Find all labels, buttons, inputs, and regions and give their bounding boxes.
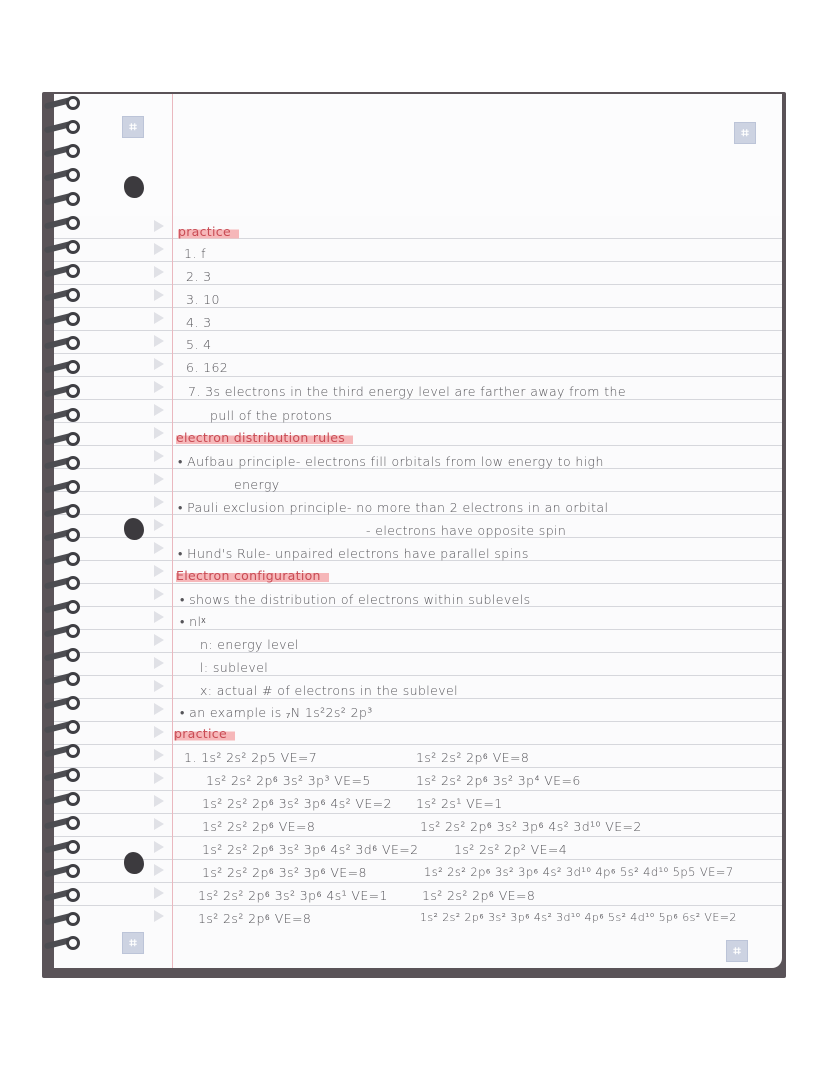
heading-electron-configuration: Electron configuration bbox=[176, 568, 329, 583]
answer-3: 3. 10 bbox=[186, 292, 220, 307]
margin-triangle-icon bbox=[154, 312, 164, 324]
punch-hole-icon bbox=[124, 518, 144, 540]
margin-triangle-icon bbox=[154, 818, 164, 830]
margin-triangle-icon bbox=[154, 703, 164, 715]
punch-hole-icon bbox=[124, 852, 144, 874]
margin-triangle-icon bbox=[154, 519, 164, 531]
config-example: • an example is ₇N 1s²2s² 2p³ bbox=[180, 705, 373, 720]
margin-triangle-icon bbox=[154, 473, 164, 485]
margin-triangle-icon bbox=[154, 542, 164, 554]
config-left-4: 1s² 2s² 2p⁶ VE=8 bbox=[202, 819, 316, 834]
margin-triangle-icon bbox=[154, 588, 164, 600]
margin-triangle-icon bbox=[154, 427, 164, 439]
config-left-3: 1s² 2s² 2p⁶ 3s² 3p⁶ 4s² VE=2 bbox=[202, 796, 392, 811]
config-bullet-1: • shows the distribution of electrons within sublevels bbox=[180, 592, 531, 607]
margin-triangle-icon bbox=[154, 726, 164, 738]
margin-triangle-icon bbox=[154, 220, 164, 232]
margin-triangle-icon bbox=[154, 680, 164, 692]
answer-1: 1. f bbox=[184, 246, 206, 261]
margin-triangle-icon bbox=[154, 496, 164, 508]
config-left-6: 1s² 2s² 2p⁶ 3s² 3p⁶ VE=8 bbox=[202, 865, 367, 880]
corner-logo-icon-top-left: ⌗ bbox=[122, 116, 144, 138]
margin-triangle-icon bbox=[154, 657, 164, 669]
answer-4: 4. 3 bbox=[186, 315, 212, 330]
pauli-line-2: - electrons have opposite spin bbox=[366, 523, 567, 538]
config-right-4: 1s² 2s² 2p⁶ 3s² 3p⁶ 4s² 3d¹⁰ VE=2 bbox=[420, 819, 642, 834]
margin-triangle-icon bbox=[154, 565, 164, 577]
config-bullet-2: • nlˣ bbox=[180, 614, 206, 629]
margin-triangle-icon bbox=[154, 381, 164, 393]
definition-l: l: sublevel bbox=[200, 660, 269, 675]
margin-triangle-icon bbox=[154, 289, 164, 301]
margin-triangle-icon bbox=[154, 795, 164, 807]
config-right-7: 1s² 2s² 2p⁶ VE=8 bbox=[422, 888, 536, 903]
margin-triangle-icon bbox=[154, 611, 164, 623]
config-right-6: 1s² 2s² 2p⁶ 3s² 3p⁶ 4s² 3d¹⁰ 4p⁶ 5s² 4d¹⁰ 5p5 VE=7 bbox=[424, 865, 734, 879]
corner-logo-icon-bottom-left: ⌗ bbox=[122, 932, 144, 954]
margin-triangle-icon bbox=[154, 450, 164, 462]
margin-triangle-icon bbox=[154, 634, 164, 646]
pauli-line-1: • Pauli exclusion principle- no more than 2 electrons in an orbital bbox=[178, 500, 609, 515]
answer-5: 5. 4 bbox=[186, 337, 212, 352]
config-left-1: 1. 1s² 2s² 2p5 VE=7 bbox=[184, 750, 318, 765]
config-left-7: 1s² 2s² 2p⁶ 3s² 3p⁶ 4s¹ VE=1 bbox=[198, 888, 388, 903]
red-margin-line bbox=[172, 94, 173, 968]
config-right-2: 1s² 2s² 2p⁶ 3s² 3p⁴ VE=6 bbox=[416, 773, 581, 788]
margin-triangle-icon bbox=[154, 266, 164, 278]
margin-triangle-icon bbox=[154, 841, 164, 853]
config-right-8: 1s² 2s² 2p⁶ 3s² 3p⁶ 4s² 3d¹⁰ 4p⁶ 5s² 4d¹⁰ 5p⁶ 6s² VE=2 bbox=[420, 911, 737, 924]
definition-n: n: energy level bbox=[200, 637, 299, 652]
heading-practice-2: practice bbox=[174, 726, 235, 741]
margin-triangle-icon bbox=[154, 358, 164, 370]
answer-7-line-2: pull of the protons bbox=[210, 408, 333, 423]
config-right-1: 1s² 2s² 2p⁶ VE=8 bbox=[416, 750, 530, 765]
config-left-2: 1s² 2s² 2p⁶ 3s² 3p³ VE=5 bbox=[206, 773, 371, 788]
config-left-8: 1s² 2s² 2p⁶ VE=8 bbox=[198, 911, 312, 926]
aufbau-line-1: • Aufbau principle- electrons fill orbitals from low energy to high bbox=[178, 454, 604, 469]
corner-logo-icon-bottom-right: ⌗ bbox=[726, 940, 748, 962]
answer-6: 6. 162 bbox=[186, 360, 229, 375]
heading-electron-distribution-rules: electron distribution rules bbox=[176, 430, 353, 445]
config-right-5: 1s² 2s² 2p² VE=4 bbox=[454, 842, 568, 857]
punch-hole-icon bbox=[124, 176, 144, 198]
margin-triangle-icon bbox=[154, 335, 164, 347]
hunds-rule: • Hund's Rule- unpaired electrons have parallel spins bbox=[178, 546, 529, 561]
page-header-area bbox=[54, 94, 782, 216]
aufbau-line-2: energy bbox=[234, 477, 280, 492]
answer-2: 2. 3 bbox=[186, 269, 212, 284]
definition-x: x: actual # of electrons in the sublevel bbox=[200, 683, 459, 698]
margin-triangle-icon bbox=[154, 887, 164, 899]
spiral-binding bbox=[40, 92, 90, 972]
margin-triangle-icon bbox=[154, 243, 164, 255]
notebook-page bbox=[54, 94, 782, 968]
config-right-3: 1s² 2s¹ VE=1 bbox=[416, 796, 503, 811]
margin-triangle-icon bbox=[154, 910, 164, 922]
answer-7-line-1: 7. 3s electrons in the third energy level are farther away from the bbox=[188, 384, 626, 399]
margin-triangle-icon bbox=[154, 864, 164, 876]
heading-practice-1: practice bbox=[178, 224, 239, 239]
corner-logo-icon-top-right: ⌗ bbox=[734, 122, 756, 144]
margin-triangle-icon bbox=[154, 404, 164, 416]
config-left-5: 1s² 2s² 2p⁶ 3s² 3p⁶ 4s² 3d⁶ VE=2 bbox=[202, 842, 419, 857]
margin-triangle-icon bbox=[154, 772, 164, 784]
margin-triangle-icon bbox=[154, 749, 164, 761]
